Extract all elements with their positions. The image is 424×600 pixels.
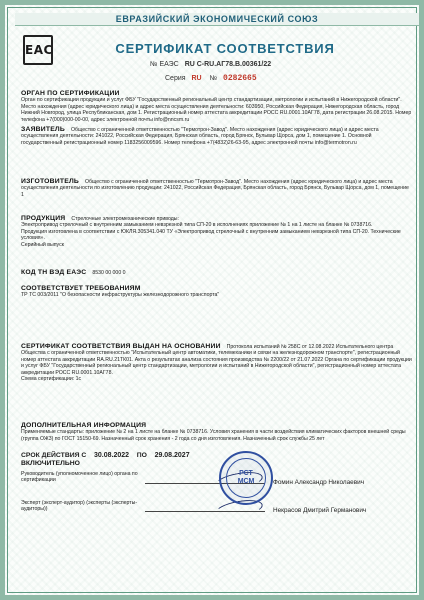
head-name: Фомин Александр Николаевич <box>273 479 365 486</box>
requirements-section <box>21 286 413 299</box>
product-text-4: Серийный выпуск <box>21 241 64 248</box>
seal-line-2: МСМ <box>237 478 255 485</box>
organ-text: Орган по сертификации продукции и услуг ФБУ "Государственный региональный центр стандартизации, метрологии и испытаний в Нижегородской области". Место нахождения (адрес юридического лица) и адрес места осуществления деятельности: 603950, Российская Федерация, Нижегородская область, город Нижний Новгород, улица Республиканская, дом 1. Регистрационный номер аттестата аккредитации РОСС RU.0001.10АГ78, дата регистрации 26.08.2015. Номер телефона +7(000)000-00-00, адрес электронной почты info@nncsm.ru <box>21 97 412 123</box>
validity-dates <box>21 452 196 459</box>
head-label: Руководитель (уполномоченное лицо) органа по сертификации <box>21 471 138 483</box>
requirements-text: ТР ТС 003/2011 "О безопасности инфраструктуры железнодорожного транспорта" <box>21 292 220 299</box>
certificate-title: СЕРТИФИКАТ СООТВЕТСТВИЯ <box>115 41 335 56</box>
applicant-heading: ЗАЯВИТЕЛЬ <box>21 126 65 133</box>
basis-section <box>21 344 413 382</box>
validity-inclusive: ВКЛЮЧИТЕЛЬНО <box>21 460 80 467</box>
basis-heading: СЕРТИФИКАТ СООТВЕТСТВИЯ ВЫДАН НА ОСНОВАНИИ <box>21 343 221 350</box>
organ-section <box>21 91 413 123</box>
product-text-3: Продукция изготовлена в соответствии с ЮКЛЯ.305341.040 ТУ «Электропривод стрелочный с внутренним замыканием невзрезной типа СП-20. Технические условия». <box>21 228 401 242</box>
additional-heading: ДОПОЛНИТЕЛЬНАЯ ИНФОРМАЦИЯ <box>21 422 147 429</box>
additional-section <box>21 423 413 442</box>
expert-name: Некрасов Дмитрий Германович <box>273 507 367 514</box>
tnved-value: 8530 00 000 0 <box>92 270 126 276</box>
basis-scheme: Схема сертификации: 1с <box>21 376 82 383</box>
expert-label: Эксперт (эксперт-аудитор) (эксперты (эксперты-аудиторы)) <box>21 500 138 512</box>
basis-text: Протокола испытаний № 258С от 12.08.2022 Испытательного центра Общества с ограниченной ответственностью "Испытательный центр автоматики, телемеханики и связи на железнодорожном транспорте", регистрационный номер аттестата аккредитации RA.RU.21ТК01. Акта о результатах анализа состояния производства № 2200/22 от 21.07.2022 Органа по сертификации продукции и услуг ФБУ "Государственный региональный центр стандартизации, метрологии и испытаний в Нижегородской области", регистрационный номер аттестата аккредитации РОСС RU.0001.10АГ78. <box>21 344 412 376</box>
series-number <box>165 74 257 83</box>
certificate-number <box>150 61 271 68</box>
applicant-section <box>21 127 413 146</box>
tnved-heading: КОД ТН ВЭД ЕАЭС <box>21 269 87 276</box>
product-section <box>21 216 413 248</box>
product-heading: ПРОДУКЦИЯ <box>21 215 66 222</box>
validity-from-label: СРОК ДЕЙСТВИЯ С <box>21 452 87 459</box>
eac-mark: EAC <box>23 35 53 65</box>
organ-heading: ОРГАН ПО СЕРТИФИКАЦИИ <box>21 90 120 97</box>
union-banner: ЕВРАЗИЙСКИЙ ЭКОНОМИЧЕСКИЙ СОЮЗ <box>15 13 419 26</box>
series-no-label: № <box>209 75 218 82</box>
additional-text: Применяемые стандарты: приложение № 2 на 1 листе на бланке № 0738716. Условия хранения в части воздействия климатических факторов внешней среды (группа ОЖ3) по ГОСТ 15150-69. Назначенный срок хранения - 2 года со дня изготовления. Назначенный срок службы 25 лет <box>21 429 406 442</box>
requirements-heading: СООТВЕТСТВУЕТ ТРЕБОВАНИЯМ <box>21 285 141 292</box>
series-label: Серия <box>165 75 186 82</box>
validity-to: 29.08.2027 <box>154 452 190 459</box>
tnved-section <box>21 270 413 276</box>
validity-from: 30.08.2022 <box>93 452 130 459</box>
cert-number-label: № ЕАЭС <box>150 61 179 68</box>
validity-to-label: ПО <box>136 452 147 459</box>
seal-stamp <box>219 451 273 505</box>
product-text-2: Электропривод стрелочный с внутренним замыканием невзрезной типа СП-20 в исполнениях приложение № 1 на 1 листе на бланке № 0738716. <box>21 222 373 229</box>
seal-inner <box>226 458 266 498</box>
manufacturer-section <box>21 179 413 198</box>
manufacturer-heading: ИЗГОТОВИТЕЛЬ <box>21 178 79 185</box>
manufacturer-text: Общество с ограниченной ответственностью "Термотрон-Завод". Место нахождения (адрес юридического лица) и адрес места осуществления деятельности по изготовлению продукции: 241022, Российская Федерация, Брянская область, город Брянск, Бульвар Щорса, дом 1, помещение 1 <box>21 179 409 198</box>
cert-number-value: RU С-RU.AГ78.В.00361/22 <box>184 61 272 68</box>
applicant-text: Общество с ограниченной ответственностью "Термотрон-Завод". Место нахождения (адрес юридического лица) и адрес места осуществления деятельности: 241022, Российская Федерация, Брянская область, город Брянск, Бульвар Щорса, дом 1, помещение 1. Основной государственный регистрационный номер 1183256009596. Номер телефона +7(4832)26-63-95, адрес электронной почты info@termotron.ru <box>21 127 379 146</box>
product-text-1: Стрелочные электромеханические приводы: <box>71 216 179 222</box>
series-value: 0282665 <box>223 74 257 83</box>
seal-line-1: РСТ <box>239 470 253 477</box>
series-code: RU <box>191 75 202 82</box>
